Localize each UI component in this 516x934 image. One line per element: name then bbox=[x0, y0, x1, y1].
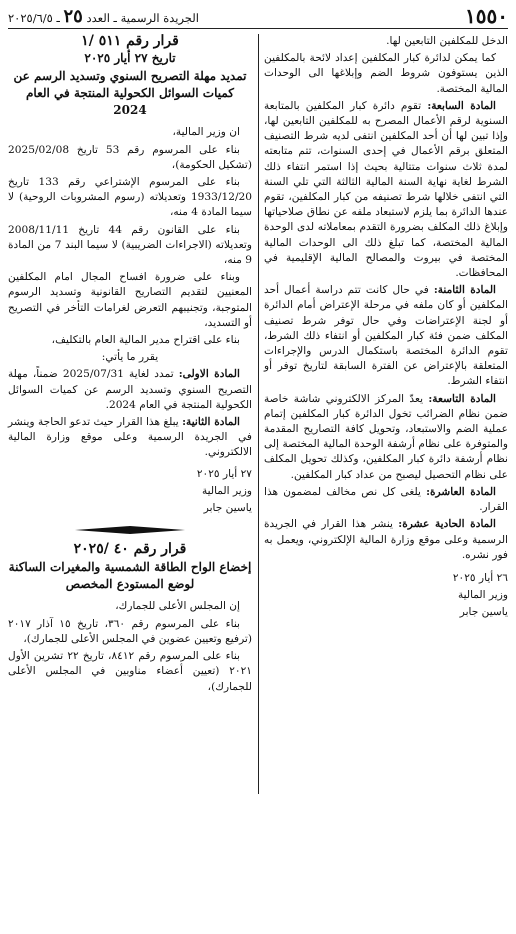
article-10: المادة العاشرة: يلغى كل نص مخالف لمضمون هذا القرار. bbox=[264, 485, 508, 514]
paragraph: الدخل للمكلفين التابعين لها. bbox=[386, 35, 508, 47]
left-column bbox=[8, 34, 252, 697]
paragraph: بناء على القانون رقم 44 تاريخ 2008/11/11 وتعديلاته (الاجراءات الضريبية) لا سيما البند 7 من المادة 9 منه، bbox=[8, 223, 252, 267]
signature-date: ٢٦ أيار ٢٠٢٥ bbox=[452, 571, 508, 584]
article-1: المادة الاولى: تمدد لغاية 2025/07/31 ضمناً، مهلة التصريح السنوي وتسديد الرسم عن كميات السوائل الكحولية المنتجة في العام 2024. bbox=[8, 368, 252, 411]
gazette-name: الجريدة الرسمية ـ العدد bbox=[86, 10, 199, 25]
right-column bbox=[264, 34, 508, 623]
paragraph: إن المجلس الأعلى للجمارك، bbox=[115, 600, 240, 613]
paragraph: بناء على المرسوم الإشتراعي رقم 133 تاريخ 1933/12/20 وتعديلاته (رسوم المشروبات الروحية) لا سيما المادة 4 منه، bbox=[8, 176, 252, 219]
gazette-issue-line bbox=[8, 6, 199, 27]
issue-number: ٢٥ bbox=[63, 5, 83, 27]
paragraph: بناء على المرسوم رقم 53 تاريخ 2025/02/08 (تشكيل الحكومة)، bbox=[8, 143, 252, 171]
article-8: المادة الثامنة: في حال كانت تتم دراسة أعمال أحد المكلفين أو كان ملفه في مرحلة الإعتراض أمام الدائرة أو لجنة الإعتراضات وفي حال توفر شرط تصنيف المكلف ضمن فئة كبار المكلفين أو انتفاء ذلك الشرط، تقوم الدائرة المختصة باستكمال الدرس والإجراءات المتعلقة بالإعتراض عن الفترة السابقة لتاريخ توفر أو انتفاء الشرط. bbox=[264, 284, 508, 388]
decision-1-title: قرار رقم ٥١١ /١ bbox=[81, 33, 179, 49]
signature-title: وزير المالية bbox=[201, 484, 252, 497]
page-header bbox=[8, 4, 508, 29]
issue-date: ـ ٢٠٢٥/٦/٥ bbox=[8, 10, 60, 25]
signature-date: ٢٧ أيار ٢٠٢٥ bbox=[196, 467, 252, 480]
article-11: المادة الحادية عشرة: ينشر هذا القرار في الجريدة الرسمية وعلى موقع وزارة المالية الإلكتروني، ويعمل به فور نشره. bbox=[264, 518, 508, 561]
decision-2-subject: إخضاع الواح الطاقة الشمسية والمغيرات الساكنة لوضع المستودع المخصص bbox=[8, 560, 252, 592]
paragraph: كما يمكن لدائرة كبار المكلفين إعداد لائحة بالمكلفين الذين يستوفون شروط الضم وإبلاغها الى الوحدات المالية المختصة. bbox=[264, 52, 508, 95]
signature-title: وزير المالية bbox=[457, 589, 508, 602]
paragraph: بناء على اقتراح مدير المالية العام بالتكليف، bbox=[51, 334, 240, 347]
decision-1-subject: تمديد مهلة التصريح السنوي وتسديد الرسم عن كميات السوائل الكحولية المنتجة في العام 2024 bbox=[13, 69, 247, 118]
decision-2-title: قرار رقم ٤٠ /٢٠٢٥ bbox=[73, 541, 187, 558]
article-7: المادة السابعة: تقوم دائرة كبار المكلفين بالمتابعة السنوية لرقم الأعمال المصرح به للمكلفين التابعين لها، وإذا تبين لها أن أحد المكلفين انتفى لديه شرط التصنيف المتعلق برقم الأعمال في إحدى السنوات، تتم متابعته لمدة ثلاث سنوات متتالية بحيث إذا استمر انتفاء ذلك الشرط لغاية نهاية السنة المالية الثالثة التي تلي السنة التي انتفى خلالها شرط تصنيفه من كبار المكلفين، تقوم عندها الدائرة بما يلزم لاستبعاد ملفه عن نطاق صلاحياتها وإبلاغ ذلك المكلف بضرورة التقدم بمعاملاته لدى الوحدة المالية المختصة، كما تبلغ ذلك الى الوحدات المالية المختصة في بيروت والمصالح المالية الإقليمية في المحافظات. bbox=[264, 99, 508, 280]
section-divider bbox=[8, 526, 252, 534]
decision-1-date: تاريخ ٢٧ أيار ٢٠٢٥ bbox=[84, 51, 176, 66]
article-2: المادة الثانية: يبلغ هذا القرار حيث تدعو الحاجة وينشر في الجريدة الرسمية وعلى موقع وزارة المالية الالكتروني. bbox=[8, 416, 252, 459]
divider-ornament-icon bbox=[75, 526, 185, 534]
signature-name: ياسين جابر bbox=[459, 606, 508, 619]
page-number: ١٥٥٠ bbox=[465, 4, 508, 28]
page-body bbox=[8, 34, 508, 934]
signature-name: ياسين جابر bbox=[203, 502, 252, 515]
paragraph: بناء على المرسوم رقم ٨٤١٢، تاريخ ٢٢ تشرين الأول ٢٠٢١ (تعيين أعضاء مناوبين في المجلس الأعلى للجمارك)، bbox=[8, 650, 252, 693]
paragraph: وبناء على ضرورة افساح المجال امام المكلفين المعنيين لتقديم التصاريح القانونية وتسديد الرسوم المتوجبة، وتجنيبهم التعرض لغرامات التأخر في التصريح أو التسديد، bbox=[8, 271, 252, 329]
paragraph: بناء على المرسوم رقم ٣٦٠، تاريخ ١٥ آذار ٢٠١٧ (ترفيع وتعيين عضوين في المجلس الأعلى للجمارك)، bbox=[8, 617, 252, 645]
paragraph: يقرر ما يأتي: bbox=[101, 351, 159, 364]
article-9: المادة التاسعة: يعدّ المركز الالكتروني شاشة خاصة ضمن نظام الضرائب تخول الدائرة كبار المكلفين إتمام عملية الضم والاستبعاد، وتحويل كافة التصاريح المقدمة والمتوفرة على نظام أرشفة الوحدة المالية المختصة إلى نظام أرشفة دائرة كبار المكلفين، وكذلك تحويل المكلف على نظام التحصيل ليصبح من عداد كبار المكلفين. bbox=[264, 392, 508, 481]
paragraph: ان وزير المالية، bbox=[172, 126, 240, 139]
